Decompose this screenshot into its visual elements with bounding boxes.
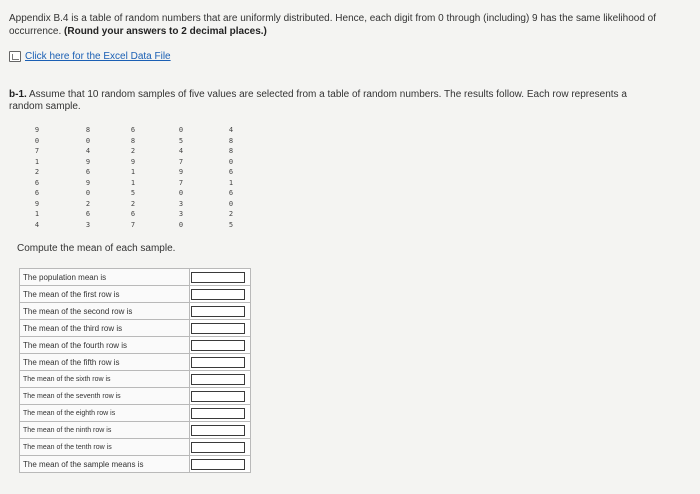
table-cell: 0 — [178, 126, 184, 134]
answer-row — [20, 269, 251, 286]
table-cell: 6 — [34, 189, 40, 197]
row-4-mean-input[interactable] — [191, 340, 245, 351]
table-cell: 7 — [130, 220, 136, 229]
table-cell: 0 — [85, 189, 91, 197]
table-cell: 1 — [34, 210, 40, 218]
answer-label: The mean of the eighth row is — [20, 405, 190, 422]
table-cell: 6 — [228, 189, 234, 197]
table-cell: 6 — [85, 210, 91, 218]
table-cell: 5 — [178, 136, 184, 145]
row-10-mean-input[interactable] — [191, 442, 245, 453]
table-cell: 0 — [178, 220, 184, 229]
question-b1 — [9, 89, 629, 113]
table-cell: 0 — [34, 136, 40, 145]
table-cell: 2 — [34, 168, 40, 176]
answer-label: The mean of the tenth row is — [20, 439, 190, 456]
answer-row — [20, 354, 251, 371]
table-cell: 4 — [178, 147, 184, 155]
table-cell: 9 — [178, 168, 184, 176]
table-cell: 9 — [34, 126, 40, 134]
row-1-mean-input[interactable] — [191, 289, 245, 300]
table-cell: 2 — [228, 210, 234, 218]
table-column-2 — [81, 125, 95, 230]
compute-prompt: Compute the mean of each sample. — [17, 243, 176, 254]
table-cell: 2 — [130, 199, 136, 208]
row-6-mean-input[interactable] — [191, 374, 245, 385]
table-cell: 7 — [178, 157, 184, 166]
row-7-mean-input[interactable] — [191, 391, 245, 402]
table-cell: 1 — [34, 157, 40, 166]
table-column-4 — [174, 125, 188, 230]
table-cell: 2 — [130, 147, 136, 155]
answer-label: The mean of the second row is — [20, 303, 190, 320]
answer-label: The mean of the fourth row is — [20, 337, 190, 354]
table-cell: 2 — [85, 199, 91, 208]
table-cell: 3 — [178, 199, 184, 208]
table-cell: 9 — [85, 178, 91, 187]
excel-link-label[interactable]: Click here for the Excel Data File — [25, 51, 171, 62]
answer-row — [20, 337, 251, 354]
table-cell: 7 — [178, 178, 184, 187]
table-cell: 9 — [34, 199, 40, 208]
answer-label: The mean of the fifth row is — [20, 354, 190, 371]
row-8-mean-input[interactable] — [191, 408, 245, 419]
table-cell: 9 — [85, 157, 91, 166]
answer-label: The mean of the ninth row is — [20, 422, 190, 439]
table-column-3 — [126, 125, 140, 230]
row-9-mean-input[interactable] — [191, 425, 245, 436]
excel-data-link[interactable] — [9, 51, 171, 62]
answer-label: The mean of the sample means is — [20, 456, 190, 473]
question-text: Assume that 10 random samples of five values are selected from a table of random numbers. The results follow. Each row represents a random sample. — [9, 89, 627, 112]
answer-label: The mean of the first row is — [20, 286, 190, 303]
intro-sentence: Appendix B.4 is a table of random numbers that are uniformly distributed. Hence, each digit from 0 through (including) 9 has the same likelihood of occurrence. — [9, 13, 657, 37]
table-cell: 3 — [85, 220, 91, 229]
table-cell: 6 — [34, 178, 40, 187]
rounding-instruction: (Round your answers to 2 decimal places.) — [64, 26, 267, 37]
table-cell: 0 — [85, 136, 91, 145]
answer-row — [20, 405, 251, 422]
table-cell: 3 — [178, 210, 184, 218]
answer-table — [19, 268, 251, 473]
row-2-mean-input[interactable] — [191, 306, 245, 317]
population-mean-input[interactable] — [191, 272, 245, 283]
table-cell: 4 — [228, 126, 234, 134]
answer-row — [20, 388, 251, 405]
table-cell: 0 — [228, 157, 234, 166]
table-cell: 5 — [130, 189, 136, 197]
table-cell: 8 — [130, 136, 136, 145]
answer-row — [20, 439, 251, 456]
table-cell: 9 — [130, 157, 136, 166]
question-number: b-1. — [9, 89, 27, 100]
answer-row — [20, 320, 251, 337]
table-cell: 6 — [85, 168, 91, 176]
row-5-mean-input[interactable] — [191, 357, 245, 368]
table-cell: 0 — [228, 199, 234, 208]
table-cell: 0 — [178, 189, 184, 197]
random-number-table — [24, 125, 254, 235]
table-cell: 6 — [228, 168, 234, 176]
table-cell: 8 — [85, 126, 91, 134]
answer-label: The mean of the sixth row is — [20, 371, 190, 388]
answer-label: The mean of the seventh row is — [20, 388, 190, 405]
table-cell: 1 — [130, 178, 136, 187]
table-column-5 — [224, 125, 238, 230]
table-cell: 6 — [130, 126, 136, 134]
answer-row — [20, 303, 251, 320]
table-cell: 1 — [228, 178, 234, 187]
mean-of-sample-means-input[interactable] — [191, 459, 245, 470]
table-cell: 4 — [34, 220, 40, 229]
row-3-mean-input[interactable] — [191, 323, 245, 334]
answer-label: The mean of the third row is — [20, 320, 190, 337]
table-column-1 — [30, 125, 44, 230]
table-cell: 5 — [228, 220, 234, 229]
table-cell: 6 — [130, 210, 136, 218]
answer-row — [20, 456, 251, 473]
table-cell: 8 — [228, 147, 234, 155]
intro-text — [9, 12, 679, 38]
table-cell: 1 — [130, 168, 136, 176]
answer-label: The population mean is — [20, 269, 190, 286]
table-cell: 8 — [228, 136, 234, 145]
table-cell: 4 — [85, 147, 91, 155]
answer-row — [20, 286, 251, 303]
answer-row — [20, 371, 251, 388]
table-cell: 7 — [34, 147, 40, 155]
excel-file-icon — [9, 51, 21, 62]
answer-row — [20, 422, 251, 439]
